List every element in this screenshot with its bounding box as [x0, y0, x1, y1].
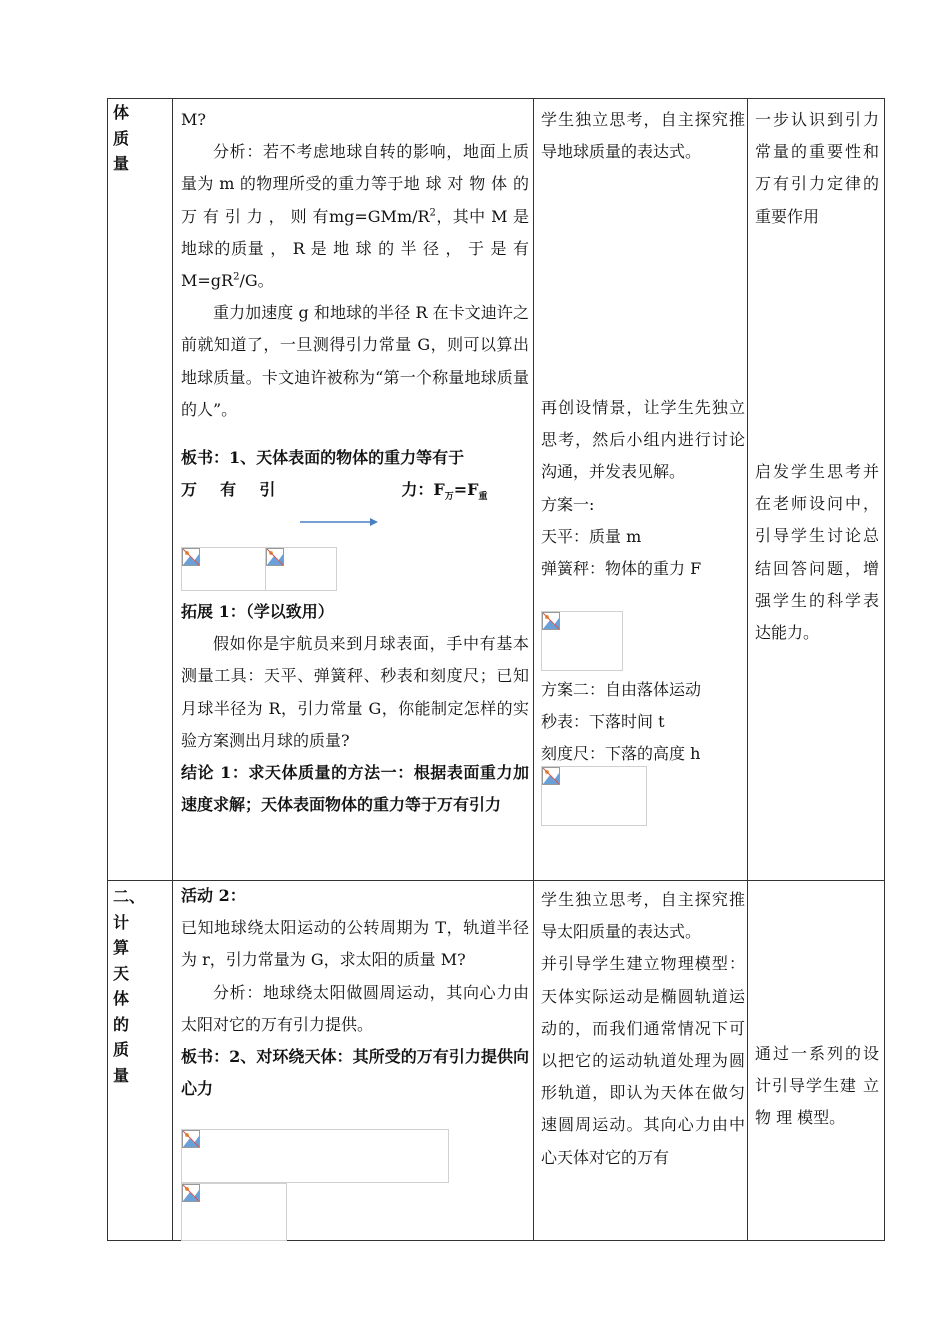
row1-plan-2 — [541, 674, 745, 771]
broken-image-icon — [182, 1184, 200, 1202]
plan-2-stopwatch: 秒表：下落时间 t — [541, 712, 665, 732]
activity-2-question: 已知地球绕太阳运动的公转周期为 T，轨道半径为 r，引力常量为 G，求太阳的质量 M? — [181, 918, 529, 970]
formula-image-3 — [181, 1129, 449, 1183]
row2-content — [181, 880, 529, 1105]
row1-extension — [181, 596, 529, 821]
board-note-1-line2: 万 有 引 力：$F_万=F_重$ — [181, 480, 488, 503]
broken-image-icon — [182, 548, 200, 566]
arrow-icon — [300, 516, 378, 528]
formula-image-4 — [181, 1183, 287, 1241]
row1-p1: M? — [181, 110, 206, 129]
row1-student-activity-1: 学生独立思考，自主探究推导地球质量的表达式。 — [541, 110, 745, 162]
plan-2: 方案二：自由落体运动 — [541, 680, 702, 699]
formula-image-2 — [265, 547, 337, 591]
row1-student-activity-2: 再创设情景，让学生先独立思考，然后小组内进行讨论沟通，并发表见解。 方案一: 天平：质量 m 弹簧秤：物体的重力 F — [541, 392, 745, 585]
activity-2-title: 活动 2： — [181, 886, 246, 905]
plan-1-image — [541, 611, 623, 671]
plan-1: 方案一: — [541, 494, 595, 514]
broken-image-icon — [182, 1130, 200, 1148]
board-note-2: 板书：2、对环绕天体：其所受的万有引力提供向心力 — [181, 1047, 529, 1099]
broken-image-icon — [266, 548, 284, 566]
plan-2-ruler: 刻度尺：下落的高度 h — [541, 744, 701, 764]
plan-2-image — [541, 766, 647, 826]
plan-1-scale: 天平：质量 m — [541, 526, 642, 546]
board-note-1: 板书：1、天体表面的物体的重力等有于 — [181, 448, 465, 468]
table-divider-3 — [747, 98, 748, 1241]
row1-analysis: 分析：若不考虑地球自转的影响，地面上质量为 m 的物理所受的重力等于地 球 对 物 体 的 万 有 引 力 ， 则 有$mg=GMm/R^2$，其中 M 是地球的质量 ， R 是 地 球 的 半 径 ， 于 是 有$M=gR^2/G$。 — [181, 142, 529, 291]
table-border-left — [107, 98, 108, 1241]
spacer — [181, 426, 529, 442]
activity-2-analysis: 分析：地球绕太阳做圆周运动，其向心力由太阳对它的万有引力提供。 — [181, 982, 529, 1034]
row2-design-intent: 通过一系列的设计引导学生建 立 物 理 模型。 — [755, 1044, 879, 1128]
row1-content — [181, 104, 529, 506]
row1-cavendish: 重力加速度 g 和地球的半径 R 在卡文迪许之前就知道了，一旦测得引力常量 G，则可以算出地球质量。卡文迪许被称为“第一个称量地球质量的人”。 — [181, 303, 529, 419]
broken-image-icon — [542, 612, 560, 630]
plan-1-spring: 弹簧秤：物体的重力 F — [541, 559, 702, 579]
lesson-table — [107, 98, 885, 1241]
row2-student-activity: 学生独立思考，自主探究推导太阳质量的表达式。 并引导学生建立物理模型：天体实际运动是椭圆轨道运动的，而我们通常情况下可以把它的运动轨道处理为圆形轨道，即认为天体在做匀速圆周运动。其向心力由中心天体对它的万有 — [541, 890, 745, 1167]
row1-design-intent-2: 启发学生思考并在老师设问中，引导学生讨论总结回答问题，增强学生的科学表达能力。 — [755, 462, 879, 643]
formula-image-1 — [181, 547, 267, 591]
row1-stage-label: 体质量 — [113, 103, 130, 173]
row2-stage-label: 二、计算天体的质量 — [113, 887, 146, 1085]
row1-design-intent-1: 一步认识到引力常量的重要性和万有引力定律的重要作用 — [755, 110, 879, 226]
extension-title: 拓展 1：（学以致用） — [181, 602, 334, 621]
table-divider-1 — [172, 98, 173, 1241]
broken-image-icon — [542, 767, 560, 785]
conclusion-1: 结论 1：求天体质量的方法一：根据表面重力加速度求解；天体表面物体的重力等于万有引力 — [181, 763, 529, 815]
table-border-right — [884, 98, 885, 1241]
table-border-top — [107, 98, 885, 99]
table-divider-2 — [533, 98, 534, 1241]
extension-body: 假如你是宇航员来到月球表面，手中有基本测量工具：天平、弹簧秤、秒表和刻度尺；已知月球半径为 R，引力常量 G，你能制定怎样的实验方案测出月球的质量? — [181, 634, 529, 750]
